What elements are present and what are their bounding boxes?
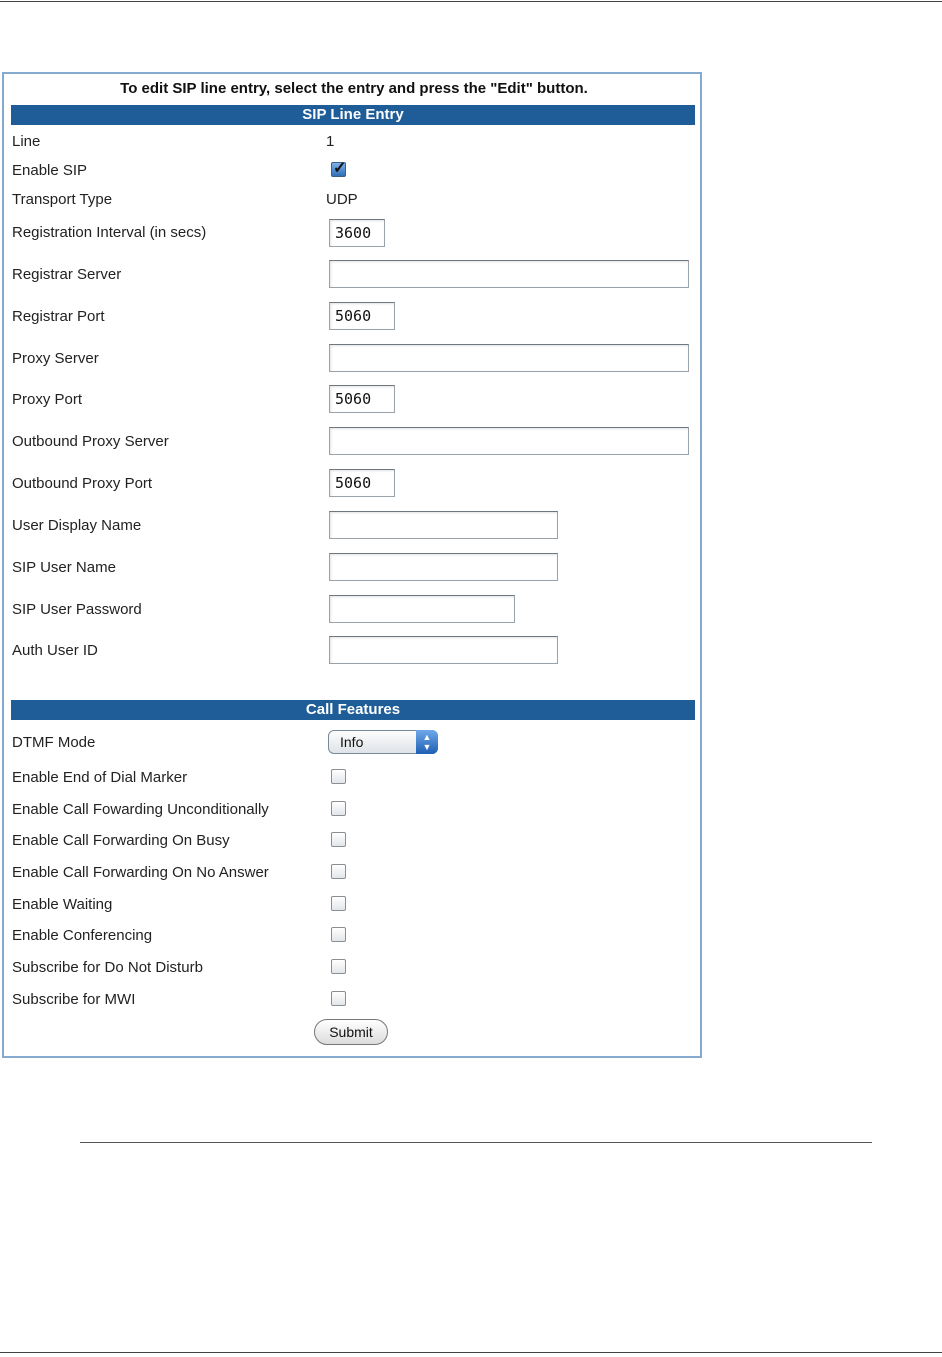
forward-unconditional-checkbox[interactable] — [331, 801, 346, 816]
page-top-rule — [0, 1, 942, 2]
footnote-rule — [80, 1142, 872, 1143]
forward-on-busy-checkbox[interactable] — [331, 832, 346, 847]
feature-label: Enable Waiting — [12, 896, 113, 913]
sip-settings-panel — [2, 72, 702, 1058]
checkmark-icon: ✓ — [333, 160, 347, 177]
proxy-server-input[interactable] — [329, 344, 689, 372]
auth-user-id-input[interactable] — [329, 636, 558, 664]
proxy-port-label: Proxy Port — [12, 391, 83, 408]
page-bottom-rule — [0, 1352, 942, 1353]
line-value: 1 — [326, 133, 335, 150]
submit-button[interactable]: Submit — [314, 1019, 388, 1045]
outbound-proxy-server-input[interactable] — [329, 427, 689, 455]
end-of-dial-marker-checkbox[interactable] — [331, 769, 346, 784]
registration-interval-input[interactable]: 3600 — [329, 219, 385, 247]
sip-user-password-label: SIP User Password — [12, 601, 142, 618]
registration-interval-label: Registration Interval (in secs) — [12, 224, 207, 241]
feature-label: Enable Conferencing — [12, 927, 153, 944]
enable-conferencing-checkbox[interactable] — [331, 927, 346, 942]
feature-label: Enable Call Fowarding Unconditionally — [12, 801, 269, 818]
enable-waiting-checkbox[interactable] — [331, 896, 346, 911]
dtmf-mode-select[interactable] — [328, 730, 438, 754]
subscribe-mwi-checkbox[interactable] — [331, 991, 346, 1006]
enable-sip-checkbox[interactable] — [331, 162, 346, 177]
registrar-server-label: Registrar Server — [12, 266, 122, 283]
feature-label: Enable End of Dial Marker — [12, 769, 188, 786]
sip-user-name-input[interactable] — [329, 553, 558, 581]
feature-label: Subscribe for MWI — [12, 991, 136, 1008]
outbound-proxy-server-label: Outbound Proxy Server — [12, 433, 169, 450]
sip-user-name-label: SIP User Name — [12, 559, 116, 576]
proxy-port-input[interactable]: 5060 — [329, 385, 395, 413]
sip-user-password-input[interactable] — [329, 595, 515, 623]
registrar-port-input[interactable]: 5060 — [329, 302, 395, 330]
transport-type-label: Transport Type — [12, 191, 113, 208]
do-not-disturb-checkbox[interactable] — [331, 959, 346, 974]
user-display-name-input[interactable] — [329, 511, 558, 539]
forward-no-answer-checkbox[interactable] — [331, 864, 346, 879]
instruction-text: To edit SIP line entry, select the entry and press the "Edit" button. — [120, 80, 588, 97]
feature-label: Subscribe for Do Not Disturb — [12, 959, 203, 976]
proxy-server-label: Proxy Server — [12, 350, 99, 367]
registrar-server-input[interactable] — [329, 260, 689, 288]
outbound-proxy-port-input[interactable]: 5060 — [329, 469, 395, 497]
line-label: Line — [12, 133, 41, 150]
registrar-port-label: Registrar Port — [12, 308, 105, 325]
feature-label: Enable Call Forwarding On No Answer — [12, 864, 269, 881]
dtmf-mode-value: Info — [340, 734, 364, 750]
sip-line-entry-header: SIP Line Entry — [11, 105, 695, 125]
auth-user-id-label: Auth User ID — [12, 642, 98, 659]
outbound-proxy-port-label: Outbound Proxy Port — [12, 475, 153, 492]
transport-type-value: UDP — [326, 191, 358, 208]
enable-sip-label: Enable SIP — [12, 162, 88, 179]
dtmf-mode-label: DTMF Mode — [12, 734, 96, 751]
feature-label: Enable Call Forwarding On Busy — [12, 832, 230, 849]
call-features-header: Call Features — [11, 700, 695, 720]
user-display-name-label: User Display Name — [12, 517, 142, 534]
select-arrows-icon: ▲ ▼ — [416, 730, 438, 754]
